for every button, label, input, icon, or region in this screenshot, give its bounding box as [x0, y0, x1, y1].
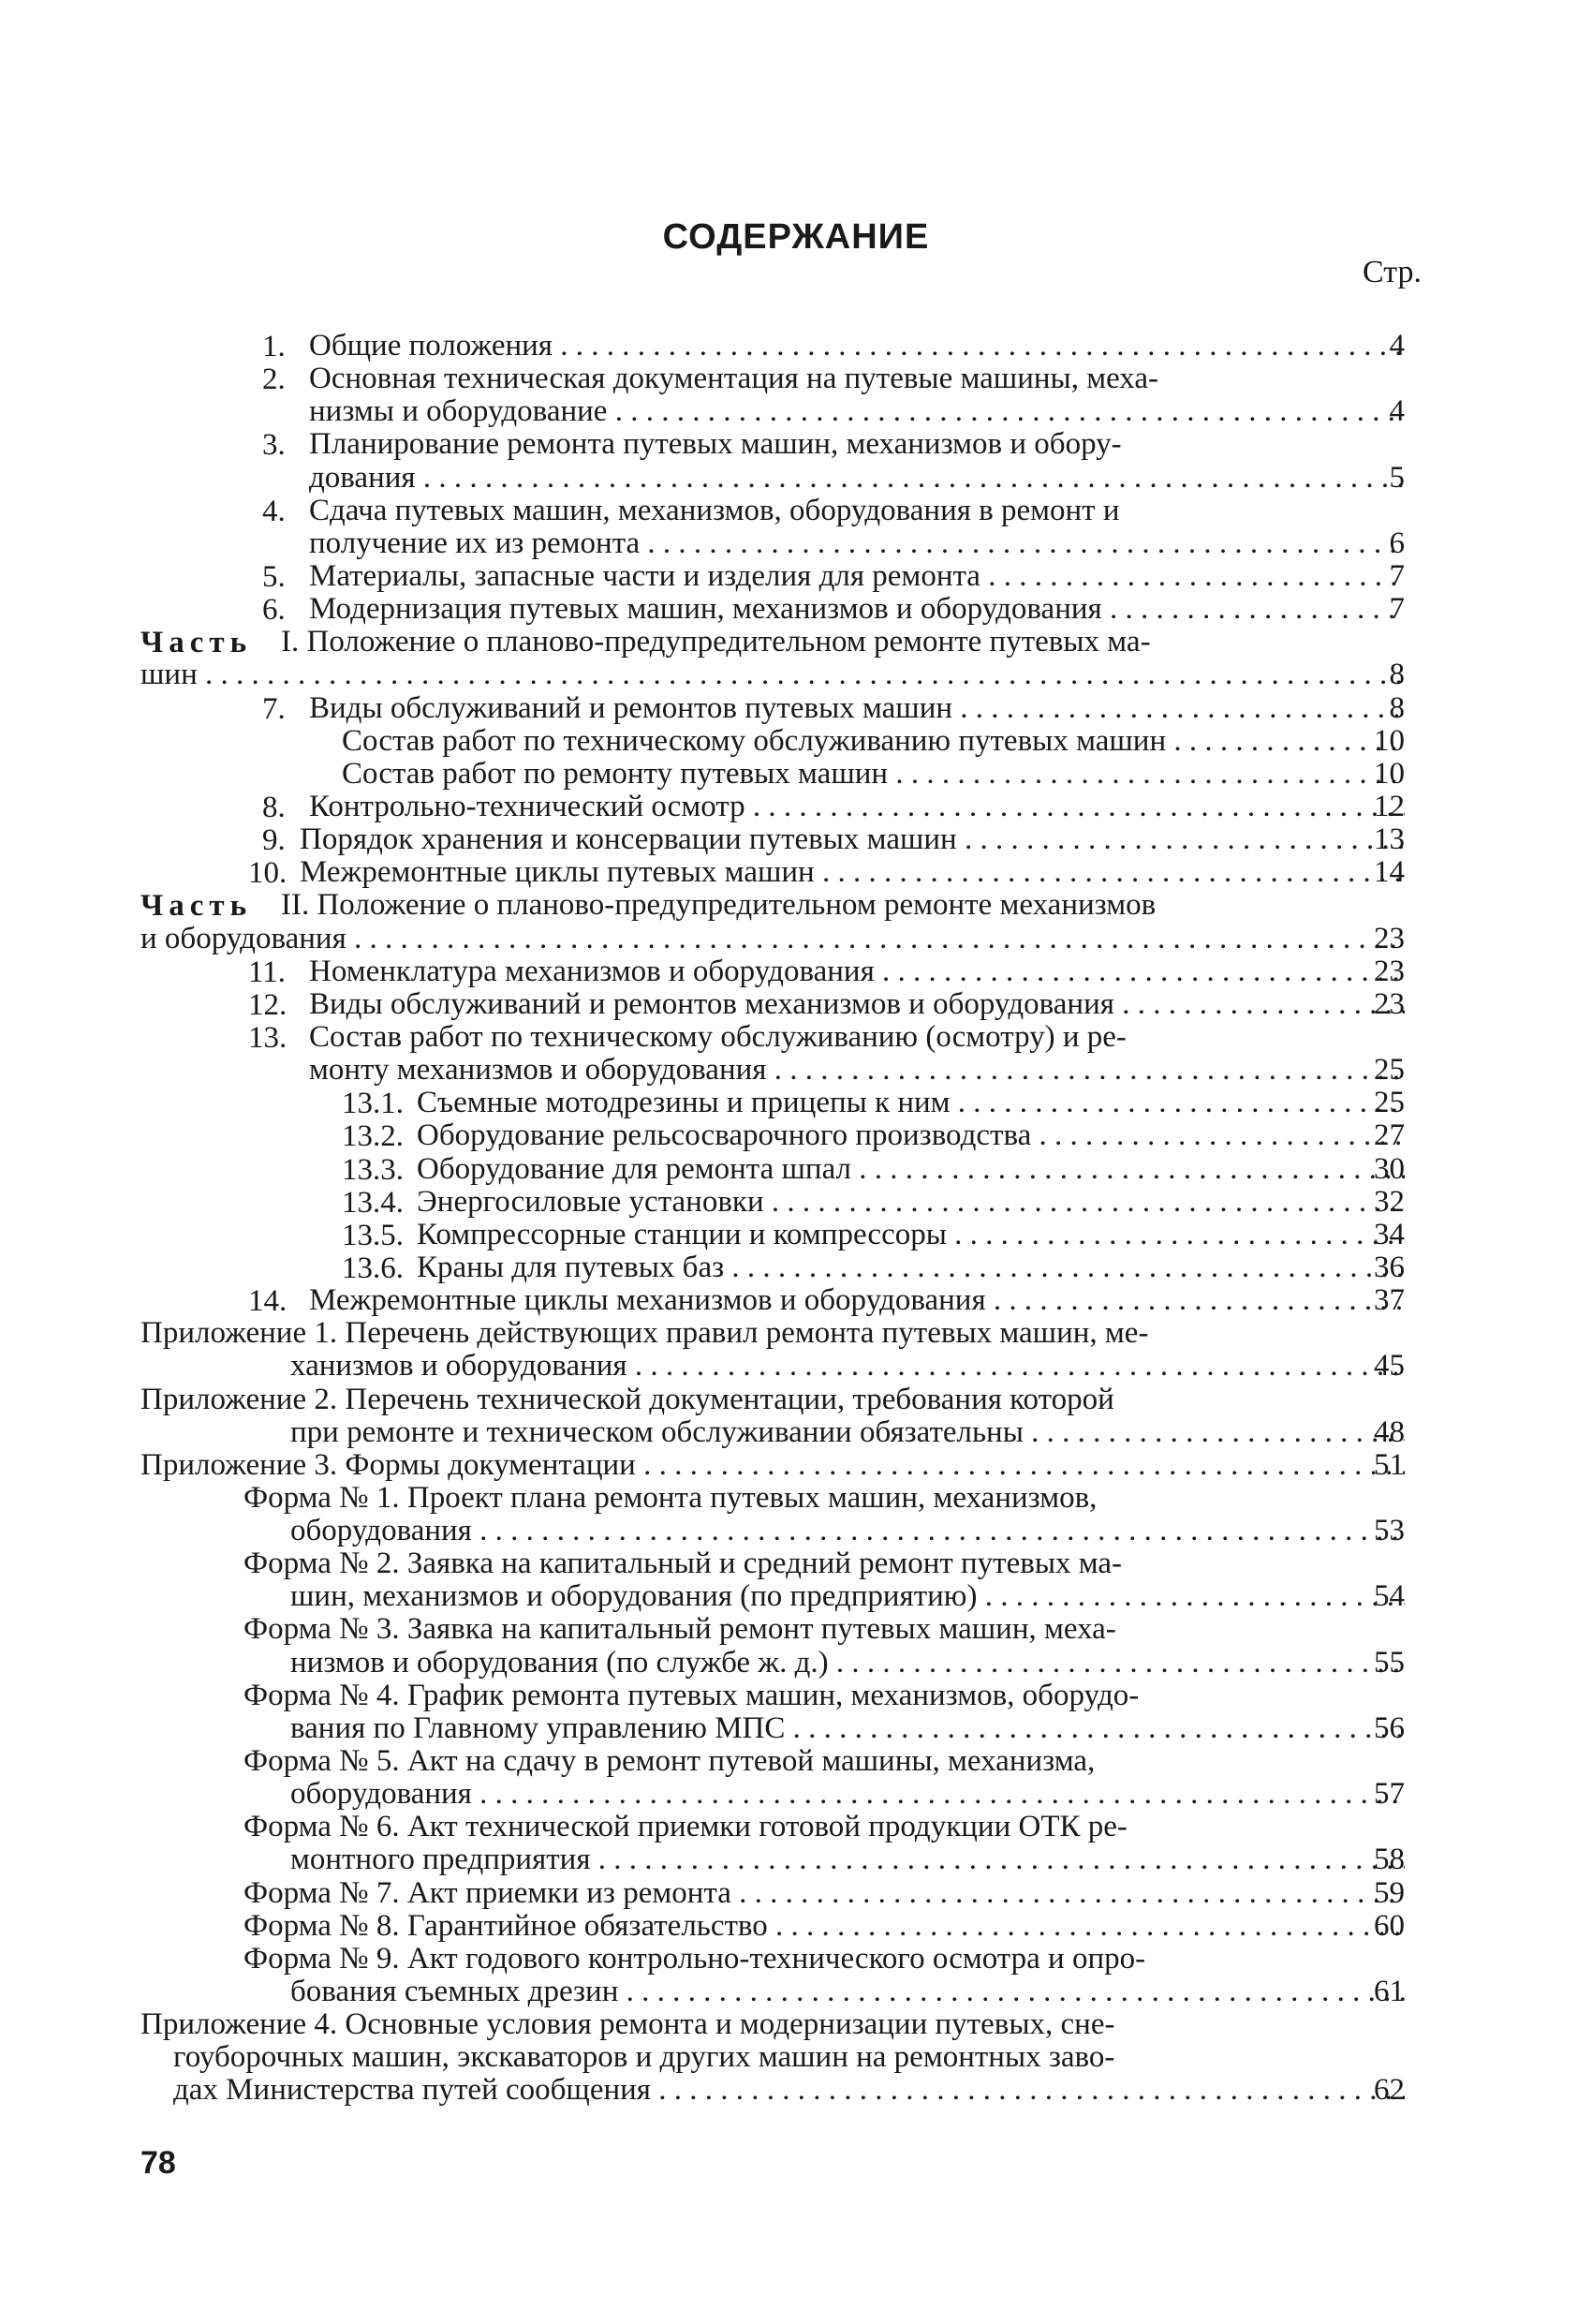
toc-entry — [140, 823, 1405, 856]
toc-entry-text: Форма № 3. Заявка на капитальный ремонт путевых машин, меха- — [243, 1612, 1116, 1647]
toc-entry — [140, 560, 1405, 593]
toc-page-number: 58 — [1374, 1843, 1405, 1877]
toc-entry-text: низмов и оборудования (по службе ж. д.) . . . — [140, 1647, 1405, 1680]
toc-page-number: 23 — [1374, 986, 1405, 1021]
toc-entry — [140, 692, 1405, 725]
toc-page-number: 36 — [1374, 1250, 1405, 1284]
toc-entry-text: Приложение 2. Перечень технической документации, требования которой — [140, 1382, 1114, 1416]
toc-entry-text: Энергосиловые установки . . . — [140, 1186, 1405, 1219]
toc-entry-text: II. Положение о планово-предупредительном ремонте механизмов — [281, 888, 1157, 923]
toc-page-number: 34 — [1374, 1217, 1405, 1251]
toc-page-number: 13 — [1374, 822, 1405, 857]
toc-entry-text: Виды обслуживаний и ремонтов механизмов и оборудования . . . — [140, 988, 1405, 1021]
toc-page-number: 4 — [1389, 394, 1405, 429]
toc-page-number: 25 — [1374, 1053, 1405, 1088]
section-number: 8. — [262, 790, 286, 824]
toc-entry-text: шин . . . — [140, 659, 1405, 691]
toc-entry-text: Форма № 6. Акт технической приемки готовой продукции ОТК ре- — [243, 1810, 1128, 1844]
toc-entry-text: Состав работ по ремонту путевых машин . . . — [140, 758, 1405, 791]
section-number: 13.1. — [342, 1087, 404, 1121]
toc-page-number: 7 — [1389, 558, 1405, 593]
toc-entry — [140, 626, 1405, 691]
toc-entry-text: Форма № 4. График ремонта путевых машин, механизмов, оборудо- — [243, 1678, 1140, 1712]
toc-entry-text: ханизмов и оборудования . . . — [140, 1350, 1405, 1383]
part-label: Часть — [140, 889, 253, 924]
toc-entry — [140, 1745, 1405, 1811]
toc-entry-text: Приложение 1. Перечень действующих правил ремонта путевых машин, ме- — [140, 1316, 1149, 1351]
toc-entry-text: Состав работ по техническому обслуживанию (осмотру) и ре- — [309, 1019, 1127, 1054]
toc-entry-text: Компрессорные станции и компрессоры . . . — [140, 1219, 1405, 1251]
toc-page-number: 32 — [1374, 1184, 1405, 1219]
toc-entry-text: дах Министерства путей сообщения . . . — [140, 2074, 1405, 2107]
toc-page-number: 23 — [1374, 921, 1405, 955]
toc-page-number: 5 — [1389, 460, 1405, 495]
toc-entry-text: Приложение 3. Формы документации . . . — [140, 1449, 1405, 1482]
table-of-contents — [140, 330, 1405, 2108]
toc-page-number: 60 — [1374, 1908, 1405, 1943]
toc-page-number: 12 — [1374, 789, 1405, 823]
section-number: 2. — [262, 363, 286, 397]
toc-page-number: 8 — [1389, 658, 1405, 692]
toc-entry — [140, 1811, 1405, 1876]
toc-entry — [140, 791, 1405, 823]
toc-page-number: 6 — [1389, 525, 1405, 560]
toc-entry — [140, 2008, 1405, 2107]
toc-entry — [140, 1251, 1405, 1284]
section-number: 13.6. — [342, 1251, 404, 1285]
toc-entry — [140, 330, 1405, 363]
toc-entry — [140, 1087, 1405, 1119]
section-number: 13.5. — [342, 1218, 404, 1252]
toc-entry — [140, 1482, 1405, 1547]
toc-entry — [140, 1219, 1405, 1251]
toc-entry-text: Краны для путевых баз . . . — [140, 1251, 1405, 1284]
toc-entry — [140, 1680, 1405, 1745]
section-number: 6. — [262, 593, 286, 628]
toc-page-number: 14 — [1374, 855, 1405, 890]
toc-entry-text: Планирование ремонта путевых машин, механизмов и обору- — [309, 427, 1122, 462]
toc-entry-text: Виды обслуживаний и ремонтов путевых машин . . . — [140, 692, 1405, 725]
section-number: 9. — [262, 823, 286, 858]
page-column-label: Стр. — [1363, 255, 1422, 289]
toc-entry — [140, 758, 1405, 791]
section-number: 3. — [262, 428, 286, 463]
toc-entry-text: оборудования . . . — [140, 1515, 1405, 1547]
toc-entry-text: вания по Главному управлению МПС . . . — [140, 1712, 1405, 1745]
toc-entry — [140, 363, 1405, 428]
toc-entry-text: Материалы, запасные части и изделия для ремонта . . . — [140, 560, 1405, 593]
toc-page-number: 7 — [1389, 592, 1405, 627]
toc-entry — [140, 988, 1405, 1021]
toc-entry-text: Сдача путевых машин, механизмов, оборудования в ремонт и — [309, 493, 1120, 527]
toc-entry-text: Форма № 9. Акт годового контрольно-технического осмотра и опро- — [243, 1941, 1146, 1976]
toc-page-number: 56 — [1374, 1710, 1405, 1745]
toc-entry — [140, 1547, 1405, 1613]
toc-entry-text: Приложение 4. Основные условия ремонта и модернизации путевых, сне- — [140, 2007, 1115, 2042]
toc-page-number: 59 — [1374, 1875, 1405, 1910]
toc-page-number: 4 — [1389, 329, 1405, 363]
toc-page-number: 51 — [1374, 1447, 1405, 1482]
toc-entry-text: Межремонтные циклы путевых машин . . . — [140, 856, 1405, 889]
toc-page-number: 23 — [1374, 954, 1405, 988]
toc-page-number: 62 — [1374, 2073, 1405, 2108]
toc-entry-text: при ремонте и техническом обслуживании обязательны . . . — [140, 1416, 1405, 1449]
toc-entry — [140, 1186, 1405, 1219]
section-number: 11. — [248, 955, 287, 989]
toc-entry — [140, 428, 1405, 494]
toc-entry-text: Состав работ по техническому обслуживанию путевых машин . . . — [140, 725, 1405, 758]
toc-page-number: 48 — [1374, 1414, 1405, 1449]
toc-entry — [140, 1877, 1405, 1910]
toc-entry-text: Форма № 1. Проект плана ремонта путевых машин, механизмов, — [243, 1480, 1098, 1515]
toc-page-number: 53 — [1374, 1514, 1405, 1548]
toc-entry-text: Контрольно-технический осмотр . . . — [140, 791, 1405, 823]
section-number: 5. — [262, 559, 286, 594]
toc-entry-text: Оборудование для ремонта шпал . . . — [140, 1153, 1405, 1186]
toc-entry-text: бования съемных дрезин . . . — [140, 1976, 1405, 2008]
toc-entry-text: и оборудования . . . — [140, 923, 1405, 955]
toc-page-number: 37 — [1374, 1283, 1405, 1318]
toc-entry-text: Основная техническая документация на путевые машины, меха- — [309, 362, 1159, 396]
toc-entry — [140, 1119, 1405, 1152]
toc-entry-text: дования . . . — [140, 462, 1405, 495]
toc-entry — [140, 1613, 1405, 1679]
toc-entry — [140, 1284, 1405, 1317]
section-number: 13.2. — [342, 1119, 404, 1154]
section-number: 14. — [248, 1284, 287, 1319]
toc-entry — [140, 955, 1405, 988]
toc-entry-text: Форма № 8. Гарантийное обязательство . . . — [140, 1910, 1405, 1943]
toc-page-number: 8 — [1389, 690, 1405, 725]
toc-entry-text: Порядок хранения и консервации путевых машин . . . — [140, 823, 1405, 856]
toc-entry-text: гоуборочных машин, экскаваторов и других машин на ремонтных заво- — [173, 2040, 1115, 2075]
toc-entry — [140, 856, 1405, 889]
page-title: СОДЕРЖАНИЕ — [662, 217, 930, 257]
toc-entry — [140, 1449, 1405, 1482]
toc-entry — [140, 1021, 1405, 1087]
section-number: 7. — [262, 691, 286, 726]
toc-page-number: 25 — [1374, 1086, 1405, 1120]
toc-page-number: 55 — [1374, 1645, 1405, 1680]
page-number: 78 — [140, 2145, 176, 2181]
toc-entry-text: Межремонтные циклы механизмов и оборудования . . . — [140, 1284, 1405, 1317]
toc-entry-text: Съемные мотодрезины и прицепы к ним . . . — [140, 1087, 1405, 1119]
section-number: 10. — [248, 856, 287, 891]
toc-entry-text: I. Положение о планово-предупредительном ремонте путевых ма- — [281, 625, 1151, 659]
toc-page-number: 10 — [1374, 723, 1405, 758]
toc-page-number: 30 — [1374, 1151, 1405, 1186]
toc-entry — [140, 1317, 1405, 1383]
toc-entry-text: шин, механизмов и оборудования (по предприятию) . . . — [140, 1580, 1405, 1613]
section-number: 13.3. — [342, 1152, 404, 1187]
toc-entry-text: Общие положения . . . — [140, 330, 1405, 363]
toc-entry-text: получение их из ремонта . . . — [140, 527, 1405, 560]
toc-page-number: 10 — [1374, 756, 1405, 791]
toc-entry — [140, 889, 1405, 955]
section-number: 12. — [248, 987, 287, 1022]
toc-entry-text: монту механизмов и оборудования . . . — [140, 1054, 1405, 1087]
toc-entry-text: низмы и оборудование . . . — [140, 395, 1405, 428]
toc-page-number: 27 — [1374, 1118, 1405, 1153]
toc-entry — [140, 593, 1405, 626]
toc-entry — [140, 1943, 1405, 2008]
toc-entry-text: оборудования . . . — [140, 1778, 1405, 1811]
toc-page-number: 61 — [1374, 1975, 1405, 2009]
toc-page-number: 45 — [1374, 1349, 1405, 1384]
toc-entry — [140, 725, 1405, 758]
toc-entry-text: Оборудование рельсосварочного производства . . . — [140, 1119, 1405, 1152]
part-label: Часть — [140, 626, 253, 660]
toc-entry-text: Форма № 5. Акт на сдачу в ремонт путевой машины, механизма, — [243, 1744, 1096, 1779]
toc-entry-text: Модернизация путевых машин, механизмов и оборудования . . . — [140, 593, 1405, 626]
toc-entry — [140, 495, 1405, 560]
toc-entry — [140, 1384, 1405, 1449]
toc-entry — [140, 1153, 1405, 1186]
toc-entry — [140, 1910, 1405, 1943]
section-number: 13. — [248, 1020, 287, 1055]
section-number: 13.4. — [342, 1185, 404, 1220]
toc-entry-text: Форма № 2. Заявка на капитальный и средний ремонт путевых ма- — [243, 1547, 1123, 1581]
toc-entry-text: Номенклатура механизмов и оборудования . . . — [140, 955, 1405, 988]
section-number: 1. — [262, 330, 286, 363]
toc-entry-text: монтного предприятия . . . — [140, 1843, 1405, 1876]
toc-page-number: 54 — [1374, 1579, 1405, 1614]
section-number: 4. — [262, 494, 286, 528]
toc-page-number: 57 — [1374, 1777, 1405, 1812]
toc-entry-text: Форма № 7. Акт приемки из ремонта . . . — [140, 1877, 1405, 1910]
